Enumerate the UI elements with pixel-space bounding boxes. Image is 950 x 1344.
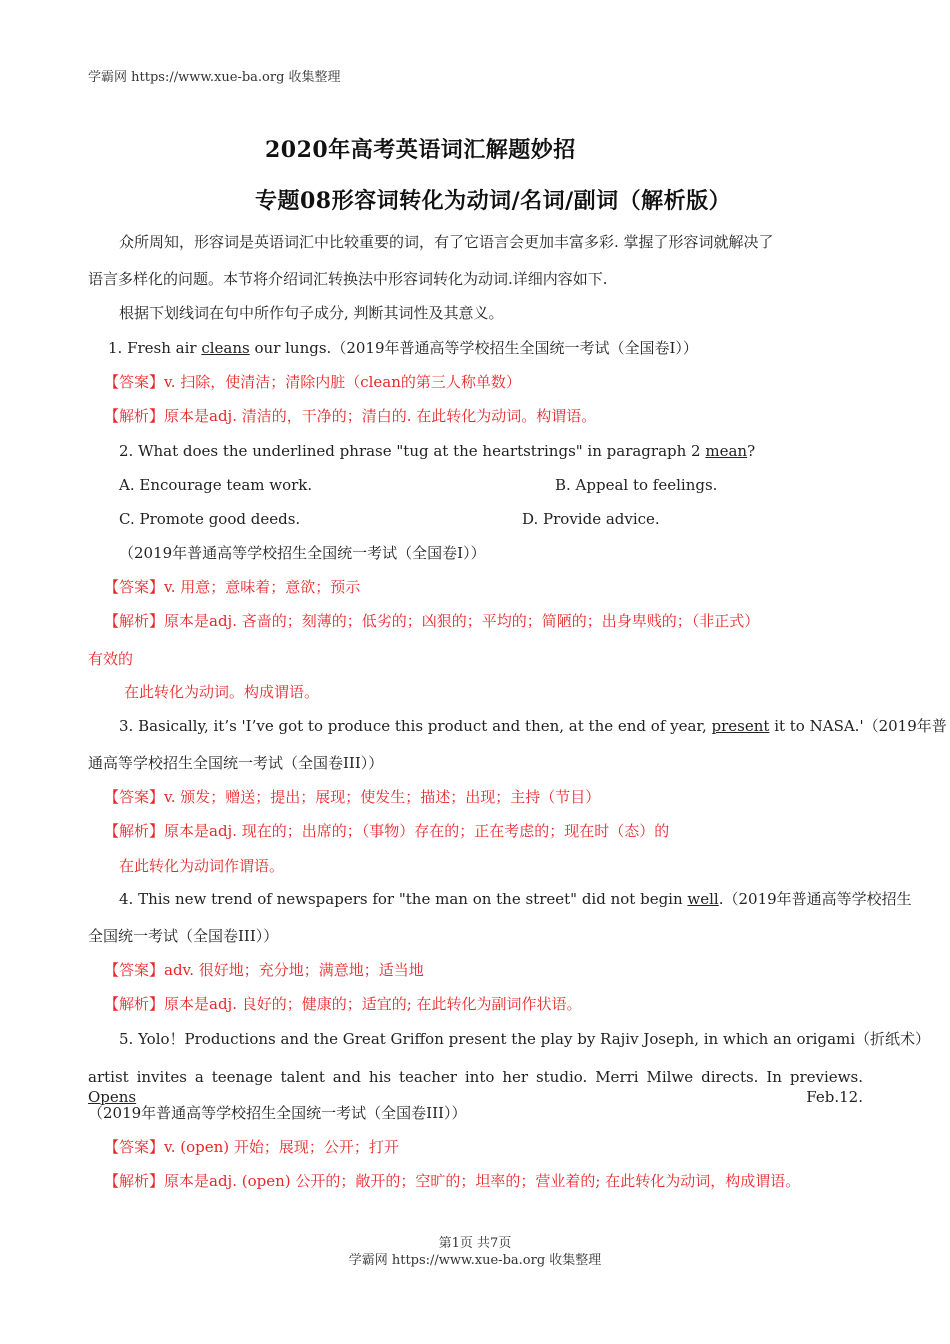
option-c: C. Promote good deeds. (119, 510, 301, 528)
analysis-2-line-1: 【解析】原本是adj. 吝啬的；刻薄的；低劣的；凶狠的；平均的；简陋的；出身卑贱的；（非正式） (104, 612, 760, 630)
analysis-5: 【解析】原本是adj. (open) 公开的；敞开的；空旷的；坦率的；营业着的; 在此转化为动词，构成谓语。 (104, 1172, 801, 1190)
answer-1: 【答案】v. 扫除，使清洁；清除内脏（clean的第三人称单数） (104, 373, 521, 391)
question-2-source: （2019年普通高等学校招生全国统一考试（全国卷I）） (119, 544, 486, 562)
question-3-after: it to NASA.'（2019年普 (769, 717, 947, 735)
question-4-after: .（2019年普通高等学校招生 (718, 890, 912, 908)
option-a: A. Encourage team work. (119, 476, 313, 494)
question-2-target-word: mean (705, 442, 748, 460)
answer-2: 【答案】v. 用意；意味着；意欲；预示 (104, 578, 361, 596)
question-3-before: 3. Basically, it’s 'I’ve got to produce this product and then, at the end of year, (119, 717, 712, 735)
answer-3: 【答案】v. 颁发；赠送；提出；展现；使发生；描述；出现；主持（节目） (104, 788, 601, 806)
answer-5: 【答案】v. (open) 开始；展现；公开；打开 (104, 1138, 399, 1156)
question-4-target-word: well (687, 890, 719, 908)
footer-page-number: 第1页 共7页 (438, 1236, 512, 1251)
question-5-source: （2019年普通高等学校招生全国统一考试（全国卷III）） (88, 1104, 467, 1122)
question-5-before: artist invites a teenage talent and his teacher into her studio. Merri Milwe directs. In previews. (88, 1068, 863, 1086)
intro-line-1: 众所周知，形容词是英语词汇中比较重要的词，有了它语言会更加丰富多彩. 掌握了形容词就解决了 (119, 233, 774, 251)
intro-instruction: 根据下划线词在句中所作句子成分, 判断其词性及其意义。 (119, 304, 504, 322)
page-subtitle: 专题08形容词转化为动词/名词/副词（解析版） (255, 188, 732, 214)
question-1-after: our lungs.（2019年普通高等学校招生全国统一考试（全国卷I）） (249, 339, 698, 357)
question-5-line-2 (88, 1067, 863, 1107)
question-3 (119, 716, 947, 736)
header-source-note: 学霸网 https://www.xue-ba.org 收集整理 (88, 70, 341, 85)
question-5-line-1: 5. Yolo！Productions and the Great Griffon present the play by Rajiv Joseph, in which an origami（折纸术） (119, 1030, 931, 1048)
question-4-line-2: 全国统一考试（全国卷III）） (88, 927, 279, 945)
analysis-4: 【解析】原本是adj. 良好的；健康的；适宜的; 在此转化为副词作状语。 (104, 995, 582, 1013)
page-title: 2020年高考英语词汇解题妙招 (265, 137, 576, 163)
question-4 (119, 889, 912, 909)
question-2 (119, 441, 755, 461)
option-b: B. Appeal to feelings. (555, 476, 718, 494)
question-1 (108, 338, 698, 358)
answer-4: 【答案】adv. 很好地；充分地；满意地；适当地 (104, 961, 424, 979)
question-5-target-word: Opens (88, 1088, 137, 1106)
analysis-2-line-2: 有效的 (88, 650, 134, 668)
question-2-after: ? (747, 442, 756, 460)
option-d: D. Provide advice. (522, 510, 660, 528)
question-5-after: Feb.12. (136, 1088, 863, 1106)
question-1-target-word: cleans (201, 339, 250, 357)
question-2-before: 2. What does the underlined phrase "tug at the heartstrings" in paragraph 2 (119, 442, 706, 460)
question-3-line-2: 通高等学校招生全国统一考试（全国卷III）） (88, 754, 384, 772)
analysis-3-line-1: 【解析】原本是adj. 现在的；出席的；（事物）存在的；正在考虑的；现在时（态）的 (104, 822, 670, 840)
footer-source-note: 学霸网 https://www.xue-ba.org 收集整理 (348, 1253, 602, 1268)
analysis-2-line-3: 在此转化为动词。构成谓语。 (124, 683, 320, 701)
question-3-target-word: present (711, 717, 770, 735)
analysis-1: 【解析】原本是adj. 清洁的，干净的；清白的. 在此转化为动词。构谓语。 (104, 407, 597, 425)
question-1-before: 1. Fresh air (108, 339, 202, 357)
analysis-3-line-2: 在此转化为动词作谓语。 (119, 857, 285, 875)
question-4-before: 4. This new trend of newspapers for "the man on the street" did not begin (119, 890, 688, 908)
intro-line-2: 语言多样化的问题。本节将介绍词汇转换法中形容词转化为动词.详细内容如下. (88, 270, 608, 288)
